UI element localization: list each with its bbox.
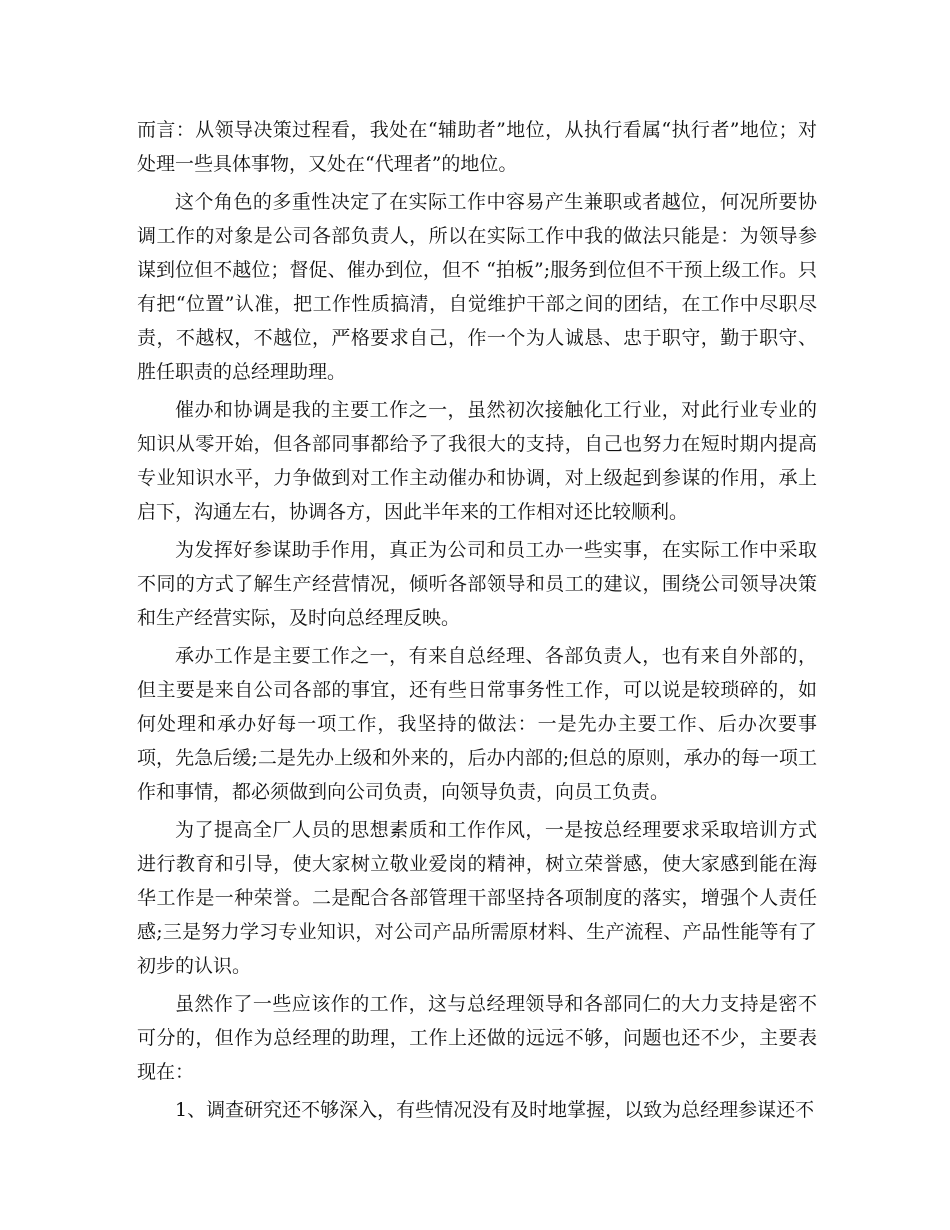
paragraph-role-positioning: 这个角色的多重性决定了在实际工作中容易产生兼职或者越位，何况所要协调工作的对象是公司各部负责人，所以在实际工作中我的做法只能是：为领导参谋到位但不越位；督促、催办到位，但不 “拍板”;服务到位但不干预上级工作。只有把“位置”认准，把工作性质搞清，自觉维护干部之间的团结，在工作中尽职尽责，不越权，不越位，严格要求自己，作一个为人诚恳、忠于职守，勤于职守、胜任职责的总经理助理。 <box>137 191 817 383</box>
paragraph-shortcomings-intro: 虽然作了一些应该作的工作，这与总经理领导和各部同仁的大力支持是密不可分的，但作为总经理的助理，工作上还做的远远不够，问题也还不少，主要表现在： <box>137 993 817 1083</box>
paragraph-undertaking: 承办工作是主要工作之一，有来自总经理、各部负责人，也有来自外部的，但主要是来自公司各部的事宜，还有些日常事务性工作，可以说是较琐碎的，如何处理和承办好每一项工作，我坚持的做法：一是先办主要工作、后办次要事项，先急后缓;二是先办上级和外来的，后办内部的;但总的原则，承办的每一项工作和事情，都必须做到向公司负责，向领导负责，向员工负责。 <box>137 645 817 803</box>
paragraph-continuation: 而言：从领导决策过程看，我处在“辅助者”地位，从执行看属“执行者”地位；对处理一些具体事物，又处在“代理者”的地位。 <box>137 119 817 175</box>
paragraph-shortcoming-1: 1、调查研究还不够深入，有些情况没有及时地掌握，以致为总经理参谋还不 <box>175 1099 815 1121</box>
paragraph-coordination: 催办和协调是我的主要工作之一，虽然初次接触化工行业，对此行业专业的知识从零开始，但各部同事都给予了我很大的支持，自己也努力在短时期内提高专业知识水平，力争做到对工作主动催办和协调，对上级起到参谋的作用，承上启下，沟通左右，协调各方，因此半年来的工作相对还比较顺利。 <box>137 399 817 523</box>
document-body <box>137 113 817 1131</box>
paragraph-training: 为了提高全厂人员的思想素质和工作作风，一是按总经理要求采取培训方式进行教育和引导，使大家树立敬业爱岗的精神，树立荣誉感，使大家感到能在海华工作是一种荣誉。二是配合各部管理干部坚持各项制度的落实，增强个人责任感;三是努力学习专业知识，对公司产品所需原材料、生产流程、产品性能等有了初步的认识。 <box>137 819 817 977</box>
paragraph-advisory: 为发挥好参谋助手作用，真正为公司和员工办一些实事，在实际工作中采取不同的方式了解生产经营情况，倾听各部领导和员工的建议，围绕公司领导决策和生产经营实际，及时向总经理反映。 <box>137 539 817 629</box>
